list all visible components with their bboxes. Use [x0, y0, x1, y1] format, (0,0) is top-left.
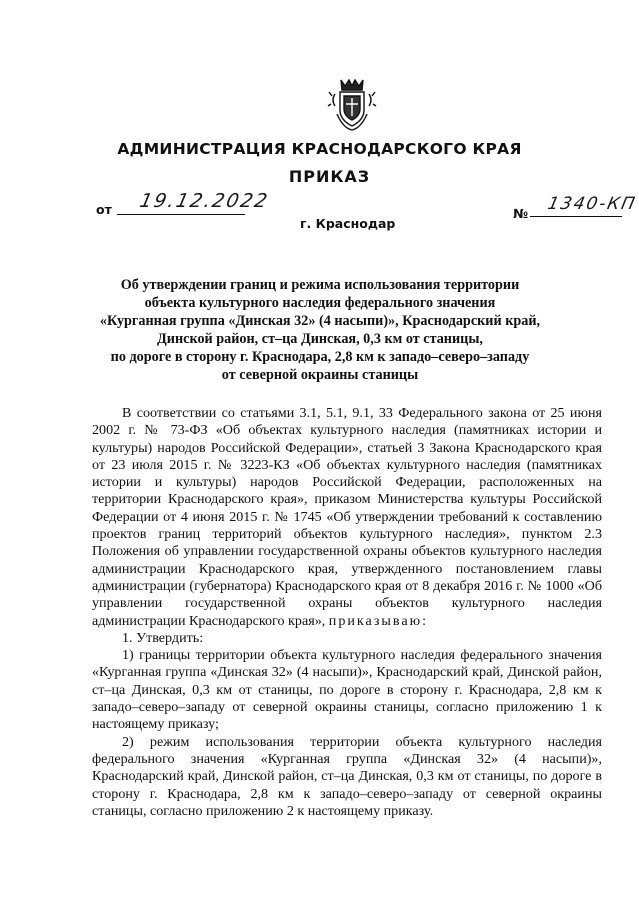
number-underline [530, 216, 622, 217]
document-title [90, 276, 550, 384]
coat-of-arms-emblem [327, 76, 377, 132]
title-line: Об утверждении границ и режима использования территории [120, 277, 520, 293]
preamble-paragraph [92, 405, 602, 630]
date-prefix: от [96, 202, 112, 217]
document-type: ПРИКАЗ [288, 167, 371, 186]
handwritten-date: 19.12.2022 [137, 190, 272, 212]
title-line: от северной окраины станицы [221, 367, 419, 383]
title-line: Динской район, ст–ца Динская, 0,3 км от станицы, [157, 331, 483, 347]
preamble-text: В соответствии со статьями 3.1, 5.1, 9.1, 33 Федерального закона от 25 июня 2002 г. № 73-ФЗ «Об объектах культурного наследия (памятниках истории и культуры) народов Российской Федерации», статьей 3 Закона Краснодарского края от 23 июля 2015 г. № 3223-КЗ «Об объектах культурного наследия (памятниках истории и культуры) народов Российской Федерации, расположенных на территории Краснодарского края», приказом Министерства культуры Российской Федерации от 4 июня 2015 г. № 1745 «Об утверждении требований к составлению проектов границ территорий объектов культурного наследия», пунктом 2.3 Положения об управлении государственной охраны объектов культурного наследия администрации Краснодарского края, утвержденного постановлением главы администрации (губернатора) Краснодарского края от 8 декабря 2016 г. № 1000 «Об управлении государственной охраны объектов культурного наследия администрации Краснодарского края», [92, 405, 602, 629]
title-line: по дороге в сторону г. Краснодара, 2,8 км к западо–северо–западу [110, 349, 530, 365]
title-line: объекта культурного наследия федерального значения [144, 295, 496, 311]
handwritten-number: 1340-КП [545, 194, 639, 214]
item-1: 1. Утвердить: [122, 629, 204, 646]
city-label: г. Краснодар [300, 216, 396, 231]
date-underline [117, 214, 245, 215]
item-1-2: 2) режим использования территории объекта культурного наследия федерального значения «Курганная группа «Динская 32» (4 насыпи)», Краснодарский край, Динской район, ст–ца Динская, 0,3 км от станицы, по дороге в сторону г. Краснодара, 2,8 км к западо–северо–западу от северной окраины станицы, согласно приложению 2 к настоящему приказу. [92, 733, 602, 819]
title-line: «Курганная группа «Динская 32» (4 насыпи)», Краснодарский край, [99, 313, 541, 329]
number-prefix: № [513, 206, 529, 221]
organization-name: АДМИНИСТРАЦИЯ КРАСНОДАРСКОГО КРАЯ [117, 140, 522, 158]
order-word: приказываю: [328, 612, 429, 629]
item-1-1: 1) границы территории объекта культурного наследия федерального значения «Курганная группа «Динская 32» (4 насыпи)», Краснодарский край, Динской район, ст–ца Динская, 0,3 км от станицы, по дороге в сторону г. Краснодара, 2,8 км к западо–северо–западу от северной окраины станицы, согласно приложению 1 к настоящему приказу; [92, 647, 602, 733]
document-body [92, 405, 602, 820]
